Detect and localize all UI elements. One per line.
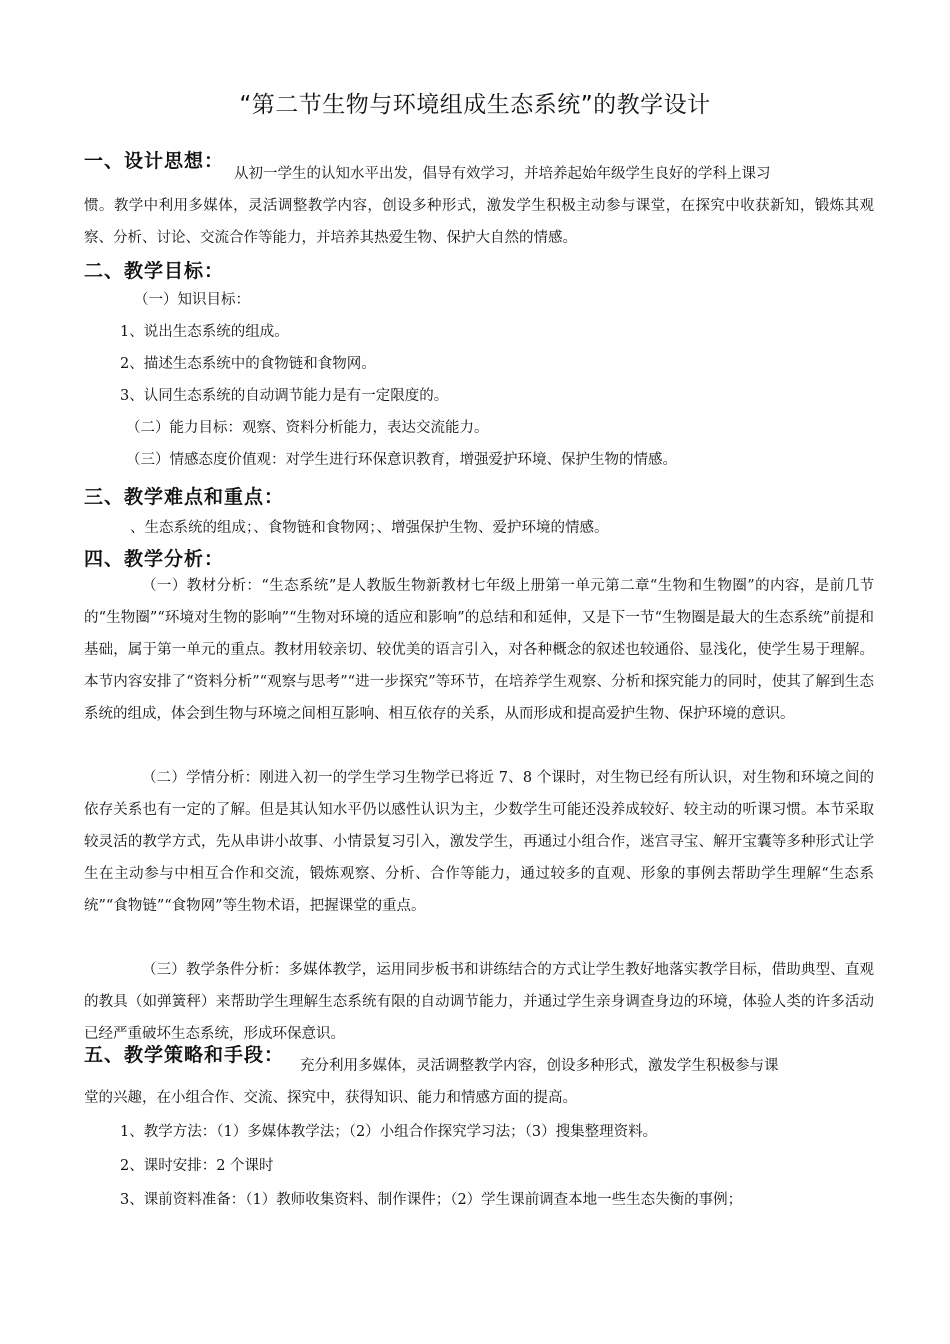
knowledge-goal-item: 3、认同生态系统的自动调节能力是有一定限度的。 [120,388,449,404]
emotion-goal: （三）情感态度价值观：对学生进行环保意识教育，增强爱护环境、保护生物的情感。 [126,452,677,468]
section-heading-teaching-goals: 二、教学目标： [84,260,225,282]
strategy-body: 堂的兴趣，在小组合作、交流、探究中，获得知识、能力和情感方面的提高。 [84,1090,577,1106]
textbook-analysis-paragraph: （一）教材分析：“生态系统”是人教版生物新教材七年级上册第一单元第二章“生物和生物圈”的内容，是前几节的“生物圈”“环境对生物的影响”“生物对环境的适应和影响”的总结和和延伸，又是下一节“生物圈是最大的生态系统”前提和基础，属于第一单元的重点。教材用较亲切、较优美的语言引入，对各种概念的叙述也较通俗、显浅化，使学生易于理解。本节内容安排了“资料分析”“观察与思考”“进一步探究”等环节，在培养学生观察、分析和探究能力的同时，使其了解到生态系统的组成，体会到生物与环境之间相互影响、相互依存的关系，从而形成和提高爱护生物、保护环境的意识。 [84,578,874,722]
document-title: “第二节生物与环境组成生态系统”的教学设计 [239,92,711,118]
knowledge-goal-item: 1、说出生态系统的组成。 [120,324,289,340]
strategy-lead: 充分利用多媒体，灵活调整教学内容，创设多种形式，激发学生积极参与课 [300,1058,779,1074]
ability-goal: （二）能力目标：观察、资料分析能力，表达交流能力。 [126,420,489,436]
section-heading-strategy: 五、教学策略和手段： [84,1044,285,1066]
section-heading-teaching-analysis: 四、教学分析： [84,548,225,570]
design-idea-lead: 从初一学生的认知水平出发，倡导有效学习，并培养起始年级学生良好的学科上课习 [234,166,771,182]
design-idea-body: 惯。教学中利用多媒体，灵活调整教学内容，创设多种形式，激发学生积极主动参与课堂，在探究中收获新知，锻炼其观察、分析、讨论、交流合作等能力，并培养其热爱生物、保护大自然的情感。 [84,198,874,246]
strategy-item: 2、课时安排：2 个课时 [120,1158,274,1174]
strategy-item: 1、教学方法：（1）多媒体教学法；（2）小组合作探究学习法；（3）搜集整理资料。 [120,1124,658,1140]
student-analysis-paragraph: （二）学情分析：刚进入初一的学生学习生物学已将近 7、8 个课时，对生物已经有所认识，对生物和环境之间的依存关系也有一定的了解。但是其认知水平仍以感性认识为主，少数学生可能还没养成较好、较主动的听课习惯。本节采取较灵活的教学方式，先从串讲小故事、小情景复习引入，激发学生，再通过小组合作，迷宫寻宝、解开宝囊等多种形式让学生在主动参与中相互合作和交流，锻炼观察、分析、合作等能力，通过较多的直观、形象的事例去帮助学生理解“生态系统”“食物链”“食物网”等生物术语，把握课堂的重点。 [84,770,874,914]
knowledge-goal-item: 2、描述生态系统中的食物链和食物网。 [120,356,376,372]
strategy-item: 3、课前资料准备：（1）教师收集资料、制作课件；（2）学生课前调查本地一些生态失衡的事例； [120,1192,743,1208]
section-heading-design-idea: 一、设计思想： [84,150,225,172]
conditions-analysis-paragraph: （三）教学条件分析：多媒体教学，运用同步板书和讲练结合的方式让学生教好地落实教学目标，借助典型、直观的教具（如弹簧秤）来帮助学生理解生态系统有限的自动调节能力，并通过学生亲身调查身边的环境，体验人类的许多活动已经严重破坏生态系统，形成环保意识。 [84,962,874,1042]
section-heading-key-points: 三、教学难点和重点： [84,486,285,508]
key-points-text: 、生态系统的组成；、食物链和食物网；、增强保护生物、爱护环境的情感。 [130,520,609,536]
knowledge-goals-label: （一）知识目标： [134,292,250,308]
